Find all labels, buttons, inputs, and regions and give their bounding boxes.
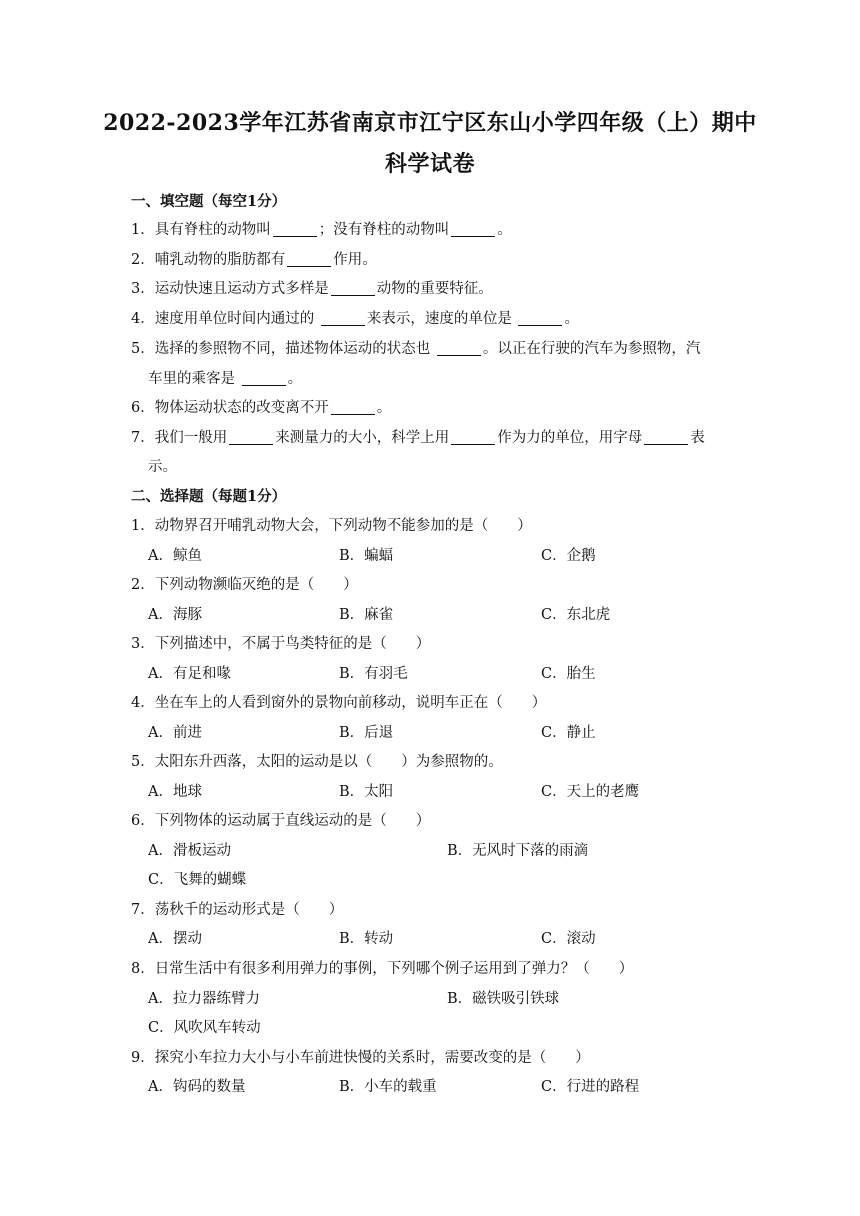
- choice-q6-option-c[interactable]: C．飞舞的蝴蝶: [148, 872, 247, 888]
- answer-blank[interactable]: [644, 430, 688, 446]
- choice-question-4: 4．坐在车上的人看到窗外的景物向前移动，说明车正在（ ）: [131, 695, 547, 711]
- choice-q7-option-b[interactable]: B．转动: [339, 931, 394, 947]
- choice-q3-option-b[interactable]: B．有羽毛: [339, 666, 408, 682]
- answer-blank[interactable]: [451, 222, 495, 238]
- q5-text-c: 车里的乘客是: [148, 371, 240, 387]
- fill-question-4: [131, 307, 579, 328]
- answer-blank[interactable]: [321, 311, 365, 327]
- choice-q1-option-a[interactable]: A．鲸鱼: [148, 548, 202, 564]
- answer-blank[interactable]: [331, 281, 375, 297]
- choice-q5-option-c[interactable]: C．天上的老鹰: [541, 784, 640, 800]
- exam-title-line2: 科学试卷: [384, 151, 475, 177]
- fill-question-1: [131, 218, 512, 239]
- choice-q8-option-c[interactable]: C．风吹风车转动: [148, 1020, 261, 1036]
- answer-blank[interactable]: [287, 252, 331, 268]
- fill-question-7: [131, 426, 705, 447]
- q1-text-b: ；没有脊柱的动物叫: [318, 222, 450, 238]
- q1-text-c: 。: [497, 222, 512, 238]
- fill-question-5: [131, 337, 700, 358]
- choice-q1-option-c[interactable]: C．企鹅: [541, 548, 596, 564]
- answer-blank[interactable]: [518, 311, 562, 327]
- q7-text-a: 7．我们一般用: [131, 430, 228, 446]
- fill-question-6: [131, 396, 391, 417]
- choice-q6-option-b[interactable]: B．无风时下落的雨滴: [447, 843, 589, 859]
- choice-q2-option-a[interactable]: A．海豚: [148, 607, 202, 623]
- choice-q7-option-a[interactable]: A．摆动: [148, 931, 202, 947]
- choice-q8-option-a[interactable]: A．拉力器练臂力: [148, 991, 260, 1007]
- q3-text-a: 3．运动快速且运动方式多样是: [131, 281, 329, 297]
- q7-text-b: 来测量力的大小，科学上用: [275, 430, 450, 446]
- choice-question-2: 2．下列动物濒临灭绝的是（ ）: [131, 577, 358, 593]
- q6-text-a: 6．物体运动状态的改变离不开: [131, 400, 329, 416]
- answer-blank[interactable]: [242, 371, 286, 387]
- q4-text-c: 。: [564, 311, 579, 327]
- q4-text-b: 来表示，速度的单位是: [366, 311, 517, 327]
- choice-q9-option-a[interactable]: A．钩码的数量: [148, 1079, 246, 1095]
- choice-q9-option-c[interactable]: C．行进的路程: [541, 1079, 640, 1095]
- choice-q3-option-c[interactable]: C．胎生: [541, 666, 596, 682]
- section-fill-heading: 一、填空题（每空1分）: [131, 193, 287, 210]
- choice-question-1: 1．动物界召开哺乳动物大会，下列动物不能参加的是（ ）: [131, 518, 532, 534]
- choice-q4-option-c[interactable]: C．静止: [541, 725, 596, 741]
- choice-q9-option-b[interactable]: B．小车的载重: [339, 1079, 437, 1095]
- q4-text-a: 4．速度用单位时间内通过的: [131, 311, 319, 327]
- choice-q2-option-b[interactable]: B．麻雀: [339, 607, 394, 623]
- fill-question-2: [131, 248, 377, 269]
- exam-title-line1: 2022-2023学年江苏省南京市江宁区东山小学四年级（上）期中: [103, 110, 757, 136]
- q1-text-a: 1．具有脊柱的动物叫: [131, 222, 271, 238]
- q7-text-c: 作为力的单位，用字母: [497, 430, 643, 446]
- q5-text-b: 。以正在行驶的汽车为参照物，汽: [482, 341, 701, 357]
- choice-q1-option-b[interactable]: B．蝙蝠: [339, 548, 394, 564]
- answer-blank[interactable]: [451, 430, 495, 446]
- answer-blank[interactable]: [229, 430, 273, 446]
- q3-text-b: 动物的重要特征。: [376, 281, 493, 297]
- choice-q3-option-a[interactable]: A．有足和喙: [148, 666, 231, 682]
- q6-text-b: 。: [376, 400, 392, 416]
- choice-q2-option-c[interactable]: C．东北虎: [541, 607, 611, 623]
- choice-q4-option-b[interactable]: B．后退: [339, 725, 394, 741]
- answer-blank[interactable]: [437, 341, 481, 357]
- fill-question-5-cont: [148, 367, 302, 388]
- q5-text-a: 5．选择的参照物不同，描述物体运动的状态也: [131, 341, 435, 357]
- q2-text-b: 作用。: [333, 252, 377, 268]
- choice-q5-option-b[interactable]: B．太阳: [339, 784, 394, 800]
- choice-question-8: 8．日常生活中有很多利用弹力的事例，下列哪个例子运用到了弹力？（ ）: [131, 961, 634, 977]
- choice-q5-option-a[interactable]: A．地球: [148, 784, 202, 800]
- fill-question-3: [131, 277, 493, 298]
- choice-question-3: 3．下列描述中，不属于鸟类特征的是（ ）: [131, 636, 431, 652]
- fill-question-7-cont: 示。: [148, 459, 177, 475]
- choice-question-9: 9．探究小车拉力大小与小车前进快慢的关系时，需要改变的是（ ）: [131, 1050, 590, 1066]
- choice-question-5: 5．太阳东升西落，太阳的运动是以（ ）为参照物的。: [131, 754, 503, 770]
- choice-q7-option-c[interactable]: C．滚动: [541, 931, 596, 947]
- choice-q6-option-a[interactable]: A．滑板运动: [148, 843, 231, 859]
- section-choice-heading: 二、选择题（每题1分）: [131, 488, 287, 505]
- choice-question-6: 6．下列物体的运动属于直线运动的是（ ）: [131, 813, 431, 829]
- answer-blank[interactable]: [331, 400, 375, 416]
- q5-text-d: 。: [287, 371, 303, 387]
- choice-question-7: 7．荡秋千的运动形式是（ ）: [131, 902, 344, 918]
- choice-q4-option-a[interactable]: A．前进: [148, 725, 202, 741]
- q2-text-a: 2．哺乳动物的脂肪都有: [131, 252, 286, 268]
- answer-blank[interactable]: [273, 222, 317, 238]
- choice-q8-option-b[interactable]: B．磁铁吸引铁球: [447, 991, 560, 1007]
- q7-text-d: 表: [690, 430, 705, 446]
